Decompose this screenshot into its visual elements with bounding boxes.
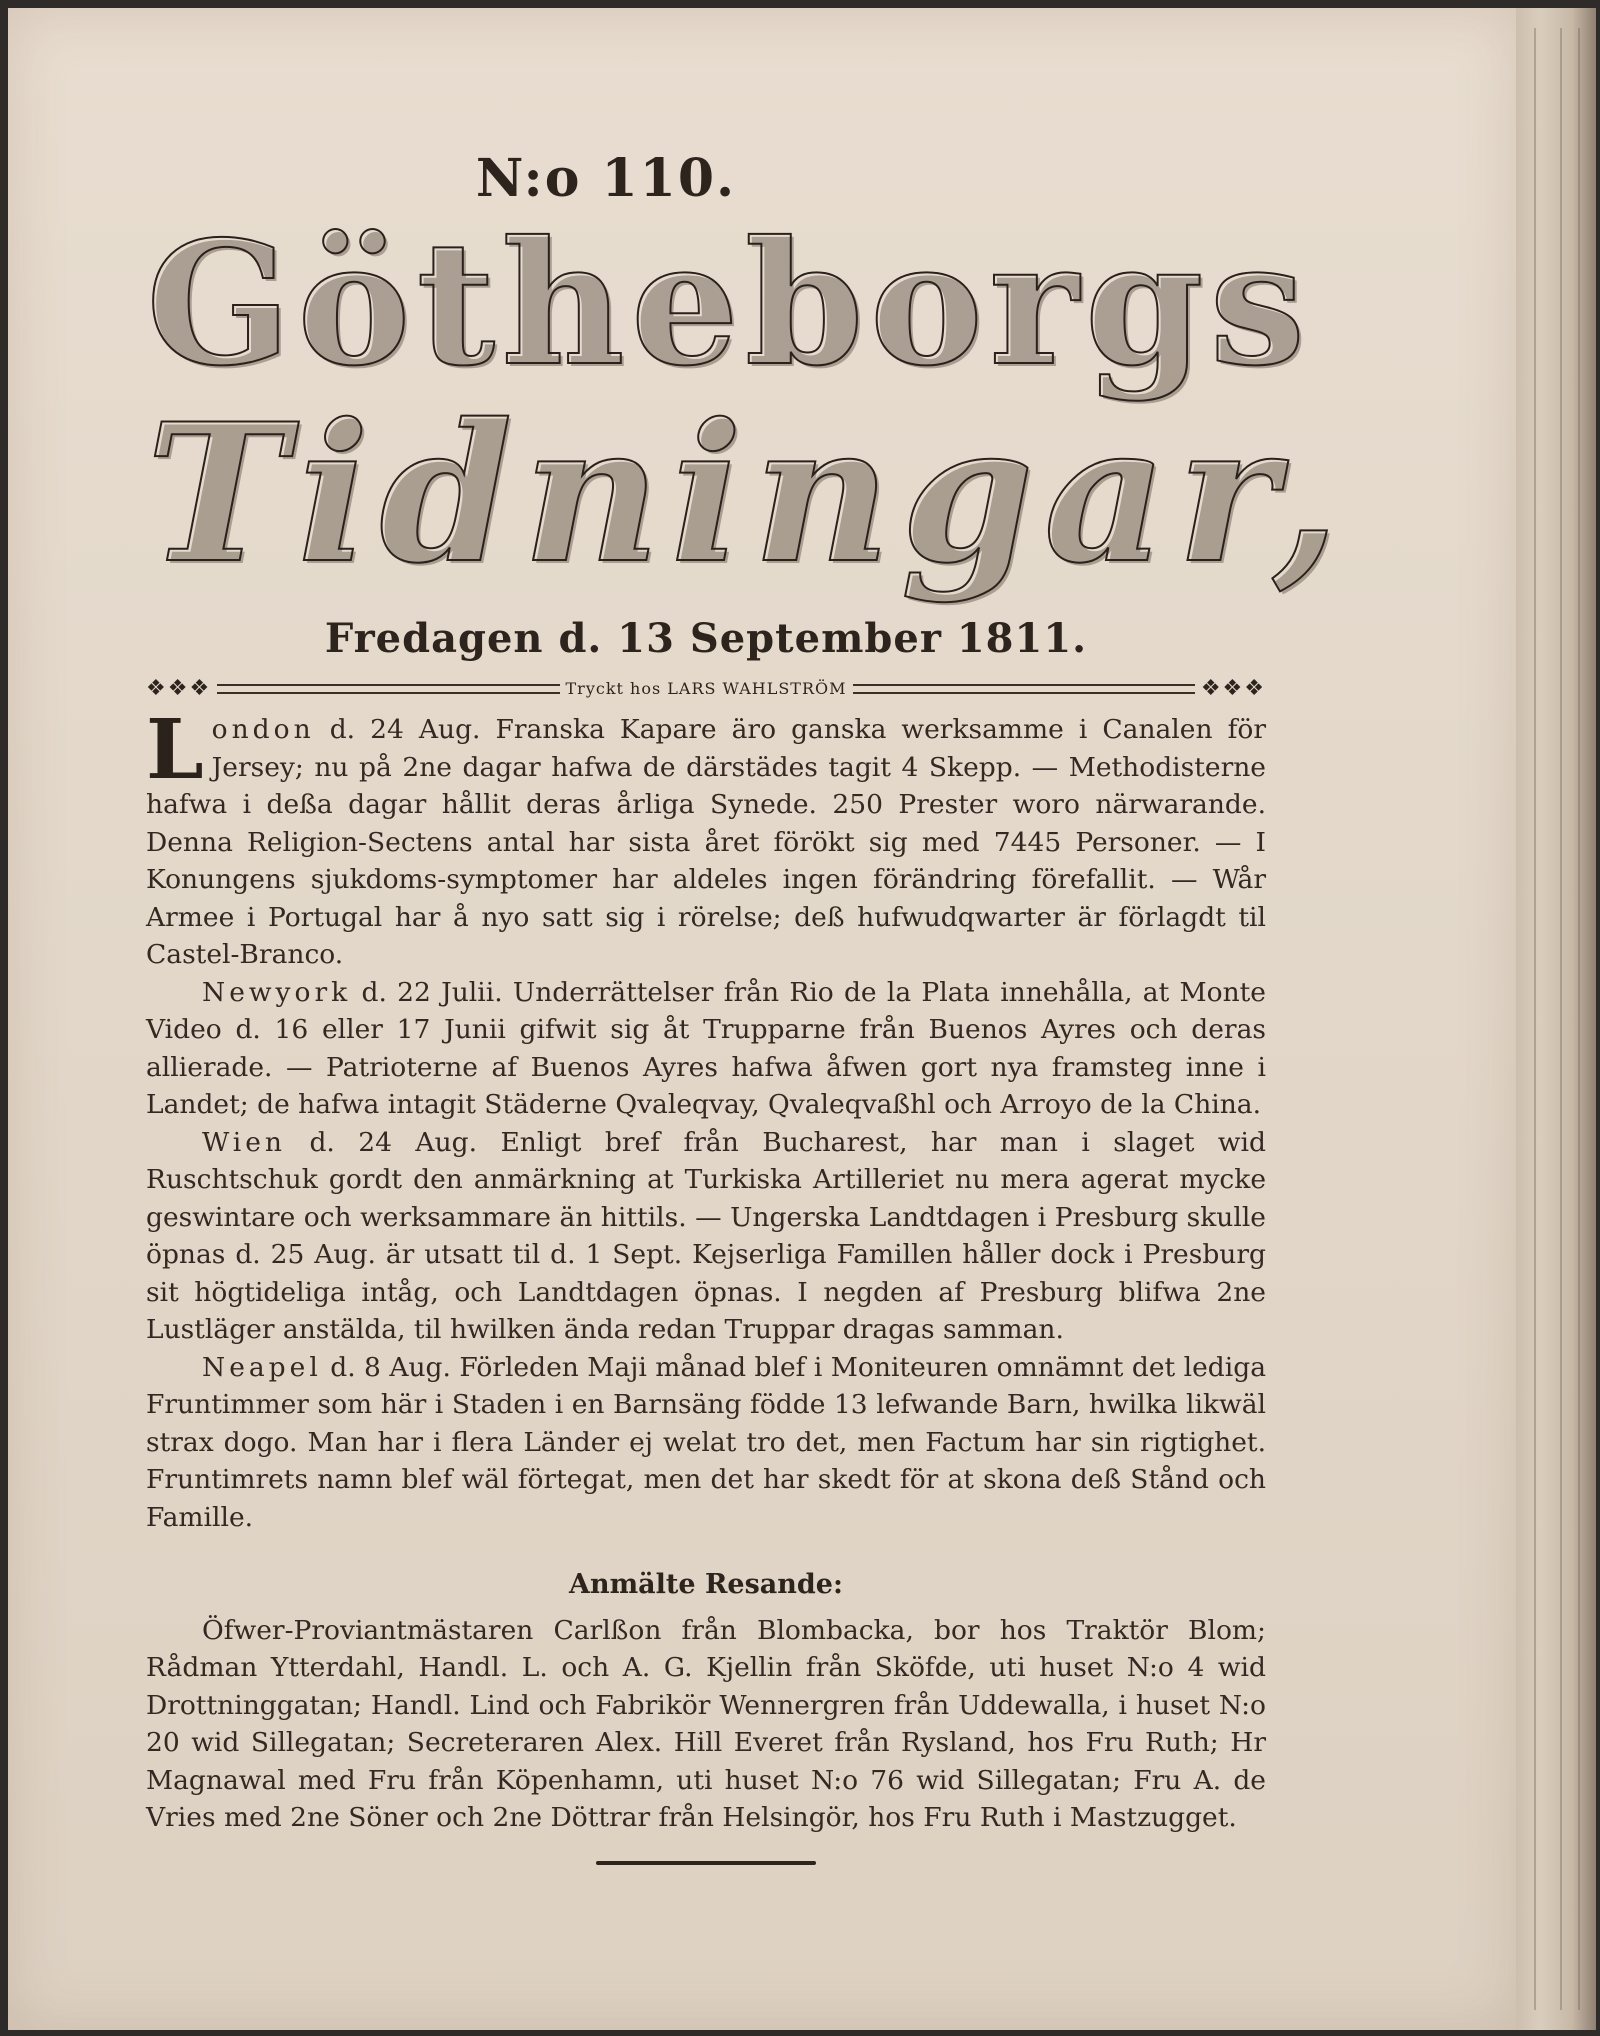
printer-rule — [146, 676, 1266, 701]
ornament-right-icon: ❖❖❖ — [1200, 676, 1266, 701]
article-place: Wien — [202, 1126, 286, 1158]
ornament-left-icon: ❖❖❖ — [146, 676, 212, 701]
travellers-list: Öfwer-Proviantmästaren Carlßon från Blombacka, bor hos Traktör Blom; Rådman Ytterdahl, Handl. L. och A. G. Kjellin från Sköfde, uti huset N:o 4 wid Drottninggatan; Handl. Lind och Fabrikör Wennergren från Uddewalla, i huset N:o 20 wid Sillegatan; Secreteraren Alex. Hill Everet från Rysland, hos Fru Ruth; Hr Magnawal med Fru från Köpenhamn, uti huset N:o 76 wid Sillegatan; Fru A. de Vries med 2ne Söner och 2ne Döttrar från Helsingör, hos Fru Ruth i Mastzugget. — [146, 1614, 1266, 1833]
article-newyork — [146, 974, 1266, 1124]
rule-line-left — [217, 684, 559, 694]
article-london — [146, 702, 1266, 974]
article-text: d. 24 Aug. Enligt bref från Bucharest, har man i slaget wid Ruschtschuk gordt den anmärkning at Turkiska Artilleriet nu mera agerat mycke geswintare och werksammare än hittils. — Ungerska Landtdagen i Presburg skulle öpnas d. 25 Aug. är utsatt til d. 1 Sept. Kejserliga Famillen håller dock i Presburg sit högtideliga intåg, och Landtdagen öpnas. I negden af Presburg blifwa 2ne Lustläger anstälda, til hwilken ända redan Truppar dragas samman. — [146, 1126, 1266, 1345]
issue-date: Fredagen d. 13 September 1811. — [324, 615, 1088, 662]
page-edge-line — [1560, 28, 1562, 2010]
article-text: d. 8 Aug. Förleden Maji månad blef i Moniteuren omnämnt det lediga Fruntimmer som här i Staden i en Barnsäng födde 13 lefwande Barn, hwilka likwäl strax dogo. Man har i flera Länder ej welat tro det, men Factum har sin rigtighet. Fruntimrets namn blef wäl förtegat, men det har skedt för at skona deß Stånd och Famille. — [146, 1351, 1266, 1533]
printer-imprint: Tryckt hos LARS WAHLSTRÖM — [565, 679, 847, 698]
article-text: d. 22 Julii. Underrättelser från Rio de la Plata innehålla, at Monte Video d. 16 eller 17 Junii gifwit sig åt Trupparne från Buenos Ayres och deras allierade. — Patrioterne af Buenos Ayres hafwa åfwen gort nya framsteg inne i Landet; de hafwa intagit Städerne Qvaleqvay, Qvaleqvaßhl och Arroyo de la China. — [146, 976, 1266, 1120]
newspaper-page — [8, 8, 1516, 2030]
article-place: ondon — [211, 714, 315, 745]
article-text: d. 24 Aug. Franska Kapare äro ganska werksamme i Canalen för Jersey; nu på 2ne dagar hafwa de därstädes tagit 4 Skepp. — Methodisterne hafwa i deßa dagar hållit deras årliga Synede. 250 Prester woro närwarande. Denna Religion-Sectens antal har sista året förökt sig med 7445 Personer. — I Konungens sjukdoms-symptomer har aldeles ingen förändring förefallit. — Wår Armee i Portugal har å nyo satt sig i rörelse; deß hufwudqwarter är förlagdt til Castel-Branco. — [146, 714, 1266, 970]
masthead-title-line2: Tidningar, — [146, 382, 1350, 605]
article-place: Newyork — [202, 976, 352, 1008]
rule-line-right — [853, 684, 1195, 694]
news-body — [146, 702, 1266, 1865]
end-rule — [596, 1861, 816, 1865]
travellers-heading: Anmälte Resande: — [569, 1569, 843, 1600]
article-wien — [146, 1124, 1266, 1349]
article-neapel — [146, 1349, 1266, 1537]
page-edge-line — [1534, 28, 1536, 2010]
page-edge-line — [1578, 28, 1580, 2010]
page-content — [146, 148, 1350, 1865]
page-edge — [1516, 8, 1596, 2030]
dropcap-letter: L — [146, 702, 204, 798]
article-place: Neapel — [202, 1351, 322, 1383]
issue-number: N:o 110. — [475, 148, 737, 209]
masthead-title-line1: Götheborgs — [146, 204, 1312, 404]
